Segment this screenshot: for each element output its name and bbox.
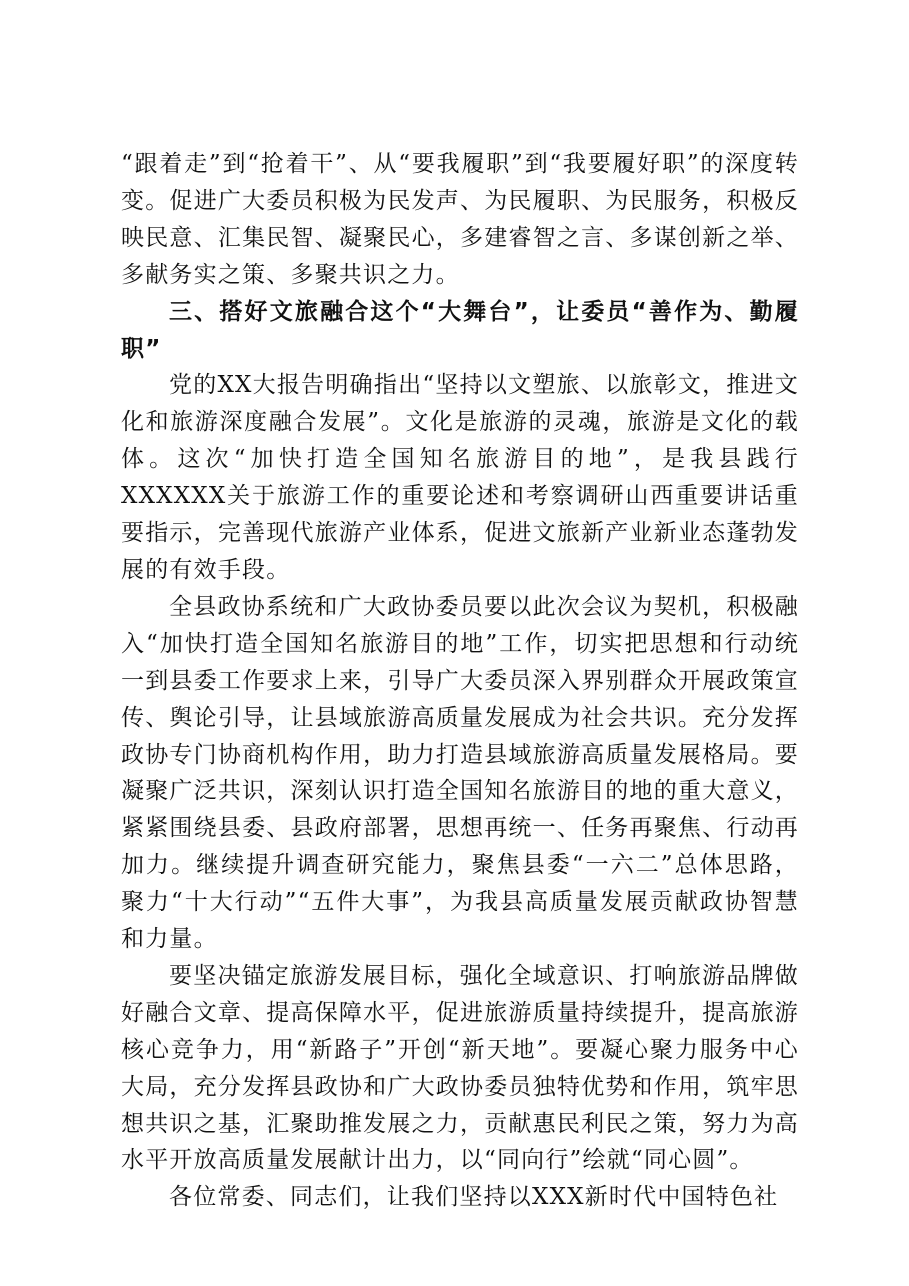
document-body bbox=[121, 146, 799, 1216]
paragraph: 党的XX大报告明确指出“坚持以文塑旅、以旅彰文，推进文化和旅游深度融合发展”。文化是旅游的灵魂，旅游是文化的载体。这次“加快打造全国知名旅游目的地”，是我县践行XXXXXX关于旅游工作的重要论述和考察调研山西重要讲话重要指示，完善现代旅游产业体系，促进文旅新产业新业态蓬勃发展的有效手段。 bbox=[121, 372, 799, 583]
paragraph: 全县政协系统和广大政协委员要以此次会议为契机，积极融入“加快打造全国知名旅游目的地”工作，切实把思想和行动统一到县委工作要求上来，引导广大委员深入界别群众开展政策宣传、舆论引导，让县域旅游高质量发展成为社会共识。充分发挥政协专门协商机构作用，助力打造县域旅游高质量发展格局。要凝聚广泛共识，深刻认识打造全国知名旅游目的地的重大意义，紧紧围绕县委、县政府部署，思想再统一、任务再聚焦、行动再加力。继续提升调查研究能力，聚焦县委“一六二”总体思路，聚力“十大行动”“五件大事”，为我县高质量发展贡献政协智慧和力量。 bbox=[121, 593, 799, 953]
paragraph-continuation: “跟着走”到“抢着干”、从“要我履职”到“我要履好职”的深度转变。促进广大委员积极为民发声、为民履职、为民服务，积极反映民意、汇集民智、凝聚民心，多建睿智之言、多谋创新之举、多献务实之策、多聚共识之力。 bbox=[121, 151, 799, 288]
section-heading: 三、搭好文旅融合这个“大舞台”，让委员“善作为、勤履职” bbox=[121, 298, 799, 362]
paragraph: 各位常委、同志们，让我们坚持以XXX新时代中国特色社 bbox=[169, 1184, 779, 1211]
paragraph: 要坚决锚定旅游发展目标，强化全域意识、打响旅游品牌做好融合文章、提高保障水平，促进旅游质量持续提升，提高旅游核心竞争力，用“新路子”开创“新天地”。要凝心聚力服务中心大局，充分发挥县政协和广大政协委员独特优势和作用，筑牢思想共识之基，汇聚助推发展之力，贡献惠民利民之策，努力为高水平开放高质量发展献计出力，以“同向行”绘就“同心圆”。 bbox=[121, 962, 799, 1174]
